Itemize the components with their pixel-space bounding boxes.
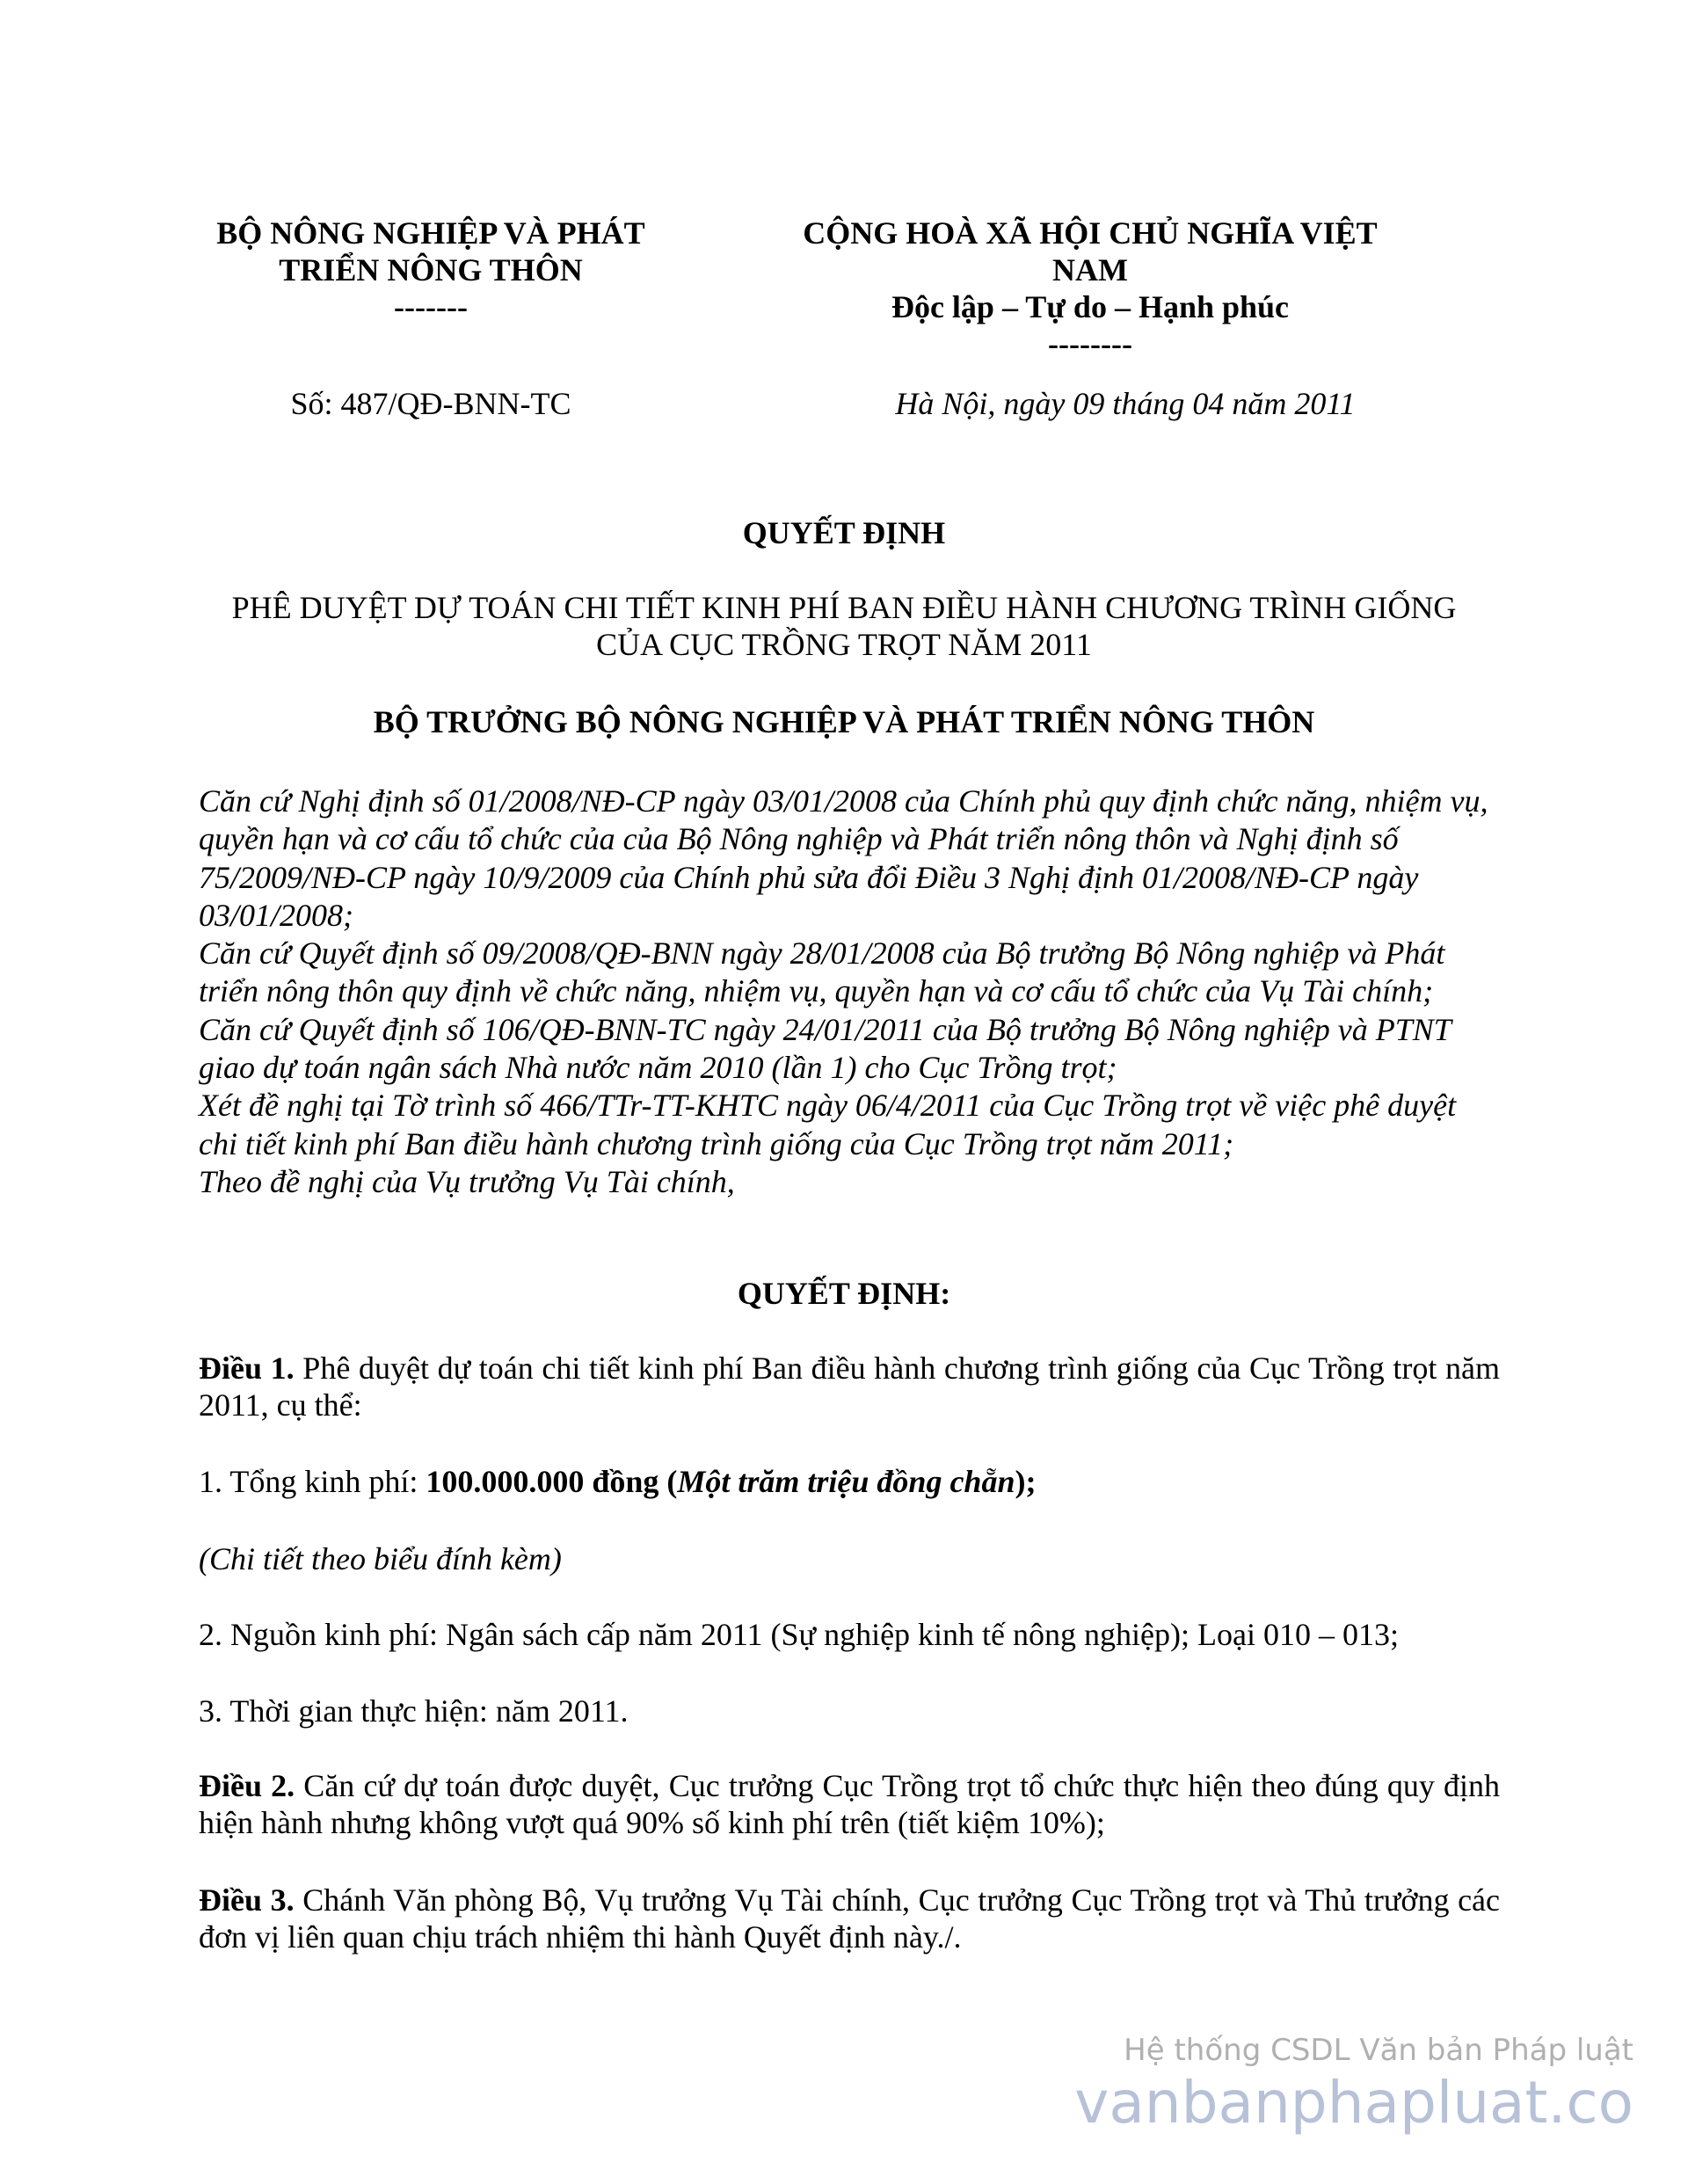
total-budget-suffix: ); — [1015, 1464, 1037, 1499]
article-3-label: Điều 3. — [199, 1882, 295, 1918]
article-1-item-1 — [199, 1463, 1500, 1500]
issuing-authority: BỘ TRƯỞNG BỘ NÔNG NGHIỆP VÀ PHÁT TRIỂN NÔNG THÔN — [373, 704, 1315, 739]
legal-basis — [199, 783, 1500, 1201]
issuing-agency-line2: TRIỂN NÔNG THÔN — [279, 252, 583, 288]
watermark-caption: Hệ thống CSDL Văn bản Pháp luật — [1124, 2033, 1633, 2068]
article-1 — [199, 1350, 1500, 1423]
document-number: Số: 487/QĐ-BNN-TC — [290, 386, 571, 421]
total-budget-in-words: Một trăm triệu đồng chẵn — [677, 1464, 1015, 1499]
document-subject — [176, 589, 1512, 663]
watermark-site: vanbanphapluat.co — [1074, 2069, 1633, 2137]
article-1-item-3: 3. Thời gian thực hiện: năm 2011. — [199, 1693, 629, 1729]
article-1-label: Điều 1. — [199, 1350, 295, 1386]
article-2-text: Căn cứ dự toán được duyệt, Cục trưởng Cục Trồng trọt tổ chức thực hiện theo đúng quy định hiện hành nhưng không vượt quá 90% số kinh phí trên (tiết kiệm 10%); — [199, 1768, 1501, 1840]
document-subject-line2: CỦA CỤC TRỒNG TRỌT NĂM 2011 — [596, 627, 1092, 662]
attachment-note: (Chi tiết theo biểu đính kèm) — [199, 1541, 562, 1576]
document-type-title: QUYẾT ĐỊNH — [742, 515, 946, 550]
issuing-agency-rule: ------- — [394, 289, 468, 324]
article-3-text: Chánh Văn phòng Bộ, Vụ trưởng Vụ Tài chính, Cục trưởng Cục Trồng trọt và Thủ trưởng các đơn vị liên quan chịu trách nhiệm thi hành Quyết định này./. — [199, 1882, 1501, 1955]
national-title-line1: CỘNG HOÀ XÃ HỘI CHỦ NGHĨA VIỆT — [803, 215, 1378, 251]
legal-basis-item: Theo đề nghị của Vụ trưởng Vụ Tài chính, — [199, 1163, 735, 1199]
article-1-item-2: 2. Nguồn kinh phí: Ngân sách cấp năm 2011 (Sự nghiệp kinh tế nông nghiệp); Loại 010 – 013; — [199, 1617, 1399, 1652]
legal-basis-item: Xét đề nghị tại Tờ trình số 466/TTr-TT-KHTC ngày 06/4/2011 của Cục Trồng trọt về việc phê duyệt chi tiết kinh phí Ban điều hành chương trình giống của Cục Trồng trọt năm 2011; — [199, 1088, 1457, 1161]
article-3 — [199, 1882, 1500, 1955]
national-motto: Độc lập – Tự do – Hạnh phúc — [891, 289, 1290, 324]
place-and-date: Hà Nội, ngày 09 tháng 04 năm 2011 — [895, 386, 1356, 421]
article-2-label: Điều 2. — [199, 1768, 295, 1803]
document-subject-line1: PHÊ DUYỆT DỰ TOÁN CHI TIẾT KINH PHÍ BAN ĐIỀU HÀNH CHƯƠNG TRÌNH GIỐNG — [231, 590, 1457, 625]
total-budget-amount: 100.000.000 đồng ( — [426, 1464, 678, 1499]
decision-heading: QUYẾT ĐỊNH: — [737, 1276, 951, 1311]
issuing-agency-line1: BỘ NÔNG NGHIỆP VÀ PHÁT — [216, 215, 645, 251]
legal-basis-item: Căn cứ Quyết định số 106/QĐ-BNN-TC ngày 24/01/2011 của Bộ trưởng Bộ Nông nghiệp và PTNT giao dự toán ngân sách Nhà nước năm 2010 (lần 1) cho Cục Trồng trọt; — [199, 1011, 1452, 1086]
article-1-text: Phê duyệt dự toán chi tiết kinh phí Ban điều hành chương trình giống của Cục Trồng trọt năm 2011, cụ thể: — [199, 1350, 1500, 1423]
national-title-rule: -------- — [1048, 326, 1132, 361]
national-title-line2: NAM — [1052, 252, 1128, 288]
legal-basis-item: Căn cứ Quyết định số 09/2008/QĐ-BNN ngày 28/01/2008 của Bộ trưởng Bộ Nông nghiệp và Phát triển nông thôn quy định về chức năng, nhiệm vụ, quyền hạn và cơ cấu tổ chức của Vụ Tài chính; — [199, 935, 1445, 1009]
legal-basis-item: Căn cứ Nghị định số 01/2008/NĐ-CP ngày 03/01/2008 của Chính phủ quy định chức năng, nhiệm vụ, quyền hạn và cơ cấu tổ chức của của Bộ Nông nghiệp và Phát triển nông thôn và Nghị định số 75/2009/NĐ-CP ngày 10/9/2009 của Chính phủ sửa đổi Điều 3 Nghị định 01/2008/NĐ-CP ngày 03/01/2008; — [199, 783, 1488, 933]
total-budget-label: 1. Tổng kinh phí: — [199, 1464, 426, 1499]
issuing-agency-block — [167, 215, 695, 325]
article-2 — [199, 1767, 1500, 1841]
national-title-block — [695, 215, 1486, 362]
